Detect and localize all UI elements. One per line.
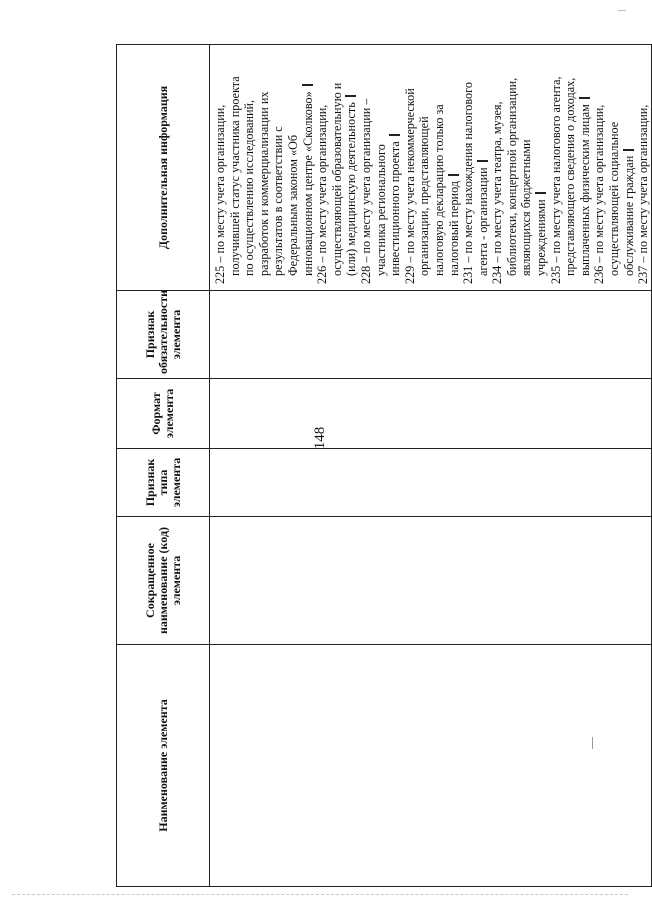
additional-info-line [271,49,286,284]
elements-table [116,44,652,887]
additional-info-line [622,49,637,284]
cell-element-format [210,379,652,449]
additional-info-line [534,49,549,284]
scan-mark-top-right [618,10,626,11]
additional-info-text: налоговую декларацию только за [431,104,446,276]
header-additional-info: Дополнительная информация [117,45,210,291]
additional-info-line [461,49,476,284]
separator-bar-icon [623,149,634,151]
additional-info-text: 225 – по месту учета организации, [213,104,227,284]
additional-info-line [592,49,607,284]
additional-info-text: налоговый период [446,180,461,276]
additional-info-text: обслуживание граждан [621,155,636,276]
additional-info-line [359,49,374,284]
scan-mark-left [592,737,593,749]
separator-bar-icon [345,95,356,97]
additional-info-line [447,49,462,284]
additional-info-line [563,49,578,284]
separator-bar-icon [579,97,590,99]
header-element-type: Признак типа элемента [117,449,210,517]
additional-info-line [257,49,272,284]
additional-info-text: библиотеки, концертной организации, [504,77,519,276]
additional-info-line [607,49,622,284]
additional-info-line [549,49,564,284]
additional-info-text: 235 – по месту учета налогового агента, [548,76,563,284]
additional-info-line [578,49,593,284]
additional-info-line [374,49,389,284]
additional-info-text: представляющего сведения о доходах, [563,77,578,276]
additional-info-text: осуществляющей образовательную и [329,82,344,276]
separator-bar-icon [302,84,313,86]
bottom-scan-rule [12,894,628,895]
header-element-mandatory: Признак обязательности элемента [117,291,210,379]
additional-info-text: 234 – по месту учета театра, музея, [490,101,505,284]
separator-bar-icon [535,192,546,194]
additional-info-line [519,49,534,284]
additional-info-line [344,49,359,284]
additional-info-text: 237 – по месту учета организации, [636,104,651,284]
additional-info-text: получившей статус участника проекта [227,76,242,276]
page-number: 148 [312,426,328,450]
additional-info-text: 229 – по месту учета некоммерческой [402,88,417,284]
cell-element-name [210,645,652,887]
cell-element-mandatory [210,291,652,379]
additional-info-text: осуществляющей социальное [607,121,622,276]
additional-info-line [330,49,345,284]
additional-info-text: разработок и коммерциализации их [256,91,271,276]
additional-info-line [315,49,330,284]
separator-bar-icon [477,160,488,162]
table-row [210,45,652,887]
additional-info-text: агента - организации [475,167,490,276]
additional-info-text: 236 – по месту учета организации, [592,104,607,284]
additional-info-text: организации, представляющей [417,116,432,276]
additional-info-line [417,49,432,284]
additional-info-text: инвестиционного проекта [388,141,403,276]
header-short-name-code: Сокращенное наименование (код) элемента [117,517,210,645]
additional-info-line [388,49,403,284]
separator-bar-icon [448,174,459,176]
additional-info-text: 226 – по месту учета организации, [315,104,330,284]
separator-bar-icon [389,134,400,136]
header-element-name: Наименование элемента [117,645,210,887]
cell-short-name-code [210,517,652,645]
cell-additional-info [210,45,652,291]
cell-element-type [210,449,652,517]
additional-info-text: Федеральным законом «Об [285,134,300,276]
additional-info-line [476,49,491,284]
additional-info-line [490,49,505,284]
additional-info-text: 228 – по месту учета организации – [358,98,373,284]
additional-info-line [213,49,228,284]
additional-info-line [286,49,301,284]
additional-info-text: результатов в соответствии с [271,126,286,276]
additional-info-text: (или) медицинскую деятельность [344,102,359,276]
additional-info-line [301,49,316,284]
additional-info-list [213,49,651,284]
additional-info-line [505,49,520,284]
additional-info-line [432,49,447,284]
additional-info-text: инновационном центре «Сколково» [300,91,315,276]
additional-info-line [242,49,257,284]
rotated-table-container [116,45,651,887]
additional-info-text: по осуществлению исследований, [242,99,257,276]
header-element-format: Формат элемента [117,379,210,449]
additional-info-text: учреждениями [534,199,549,276]
additional-info-text: выплаченных физическим лицам [577,104,592,276]
additional-info-text: являющихся бюджетными [519,139,534,276]
additional-info-line [403,49,418,284]
additional-info-line [228,49,243,284]
table-header-row [117,45,210,887]
additional-info-text: 231 – по месту нахождения налогового [461,82,476,284]
additional-info-line [636,49,651,284]
additional-info-text: участника регионального [373,144,388,276]
